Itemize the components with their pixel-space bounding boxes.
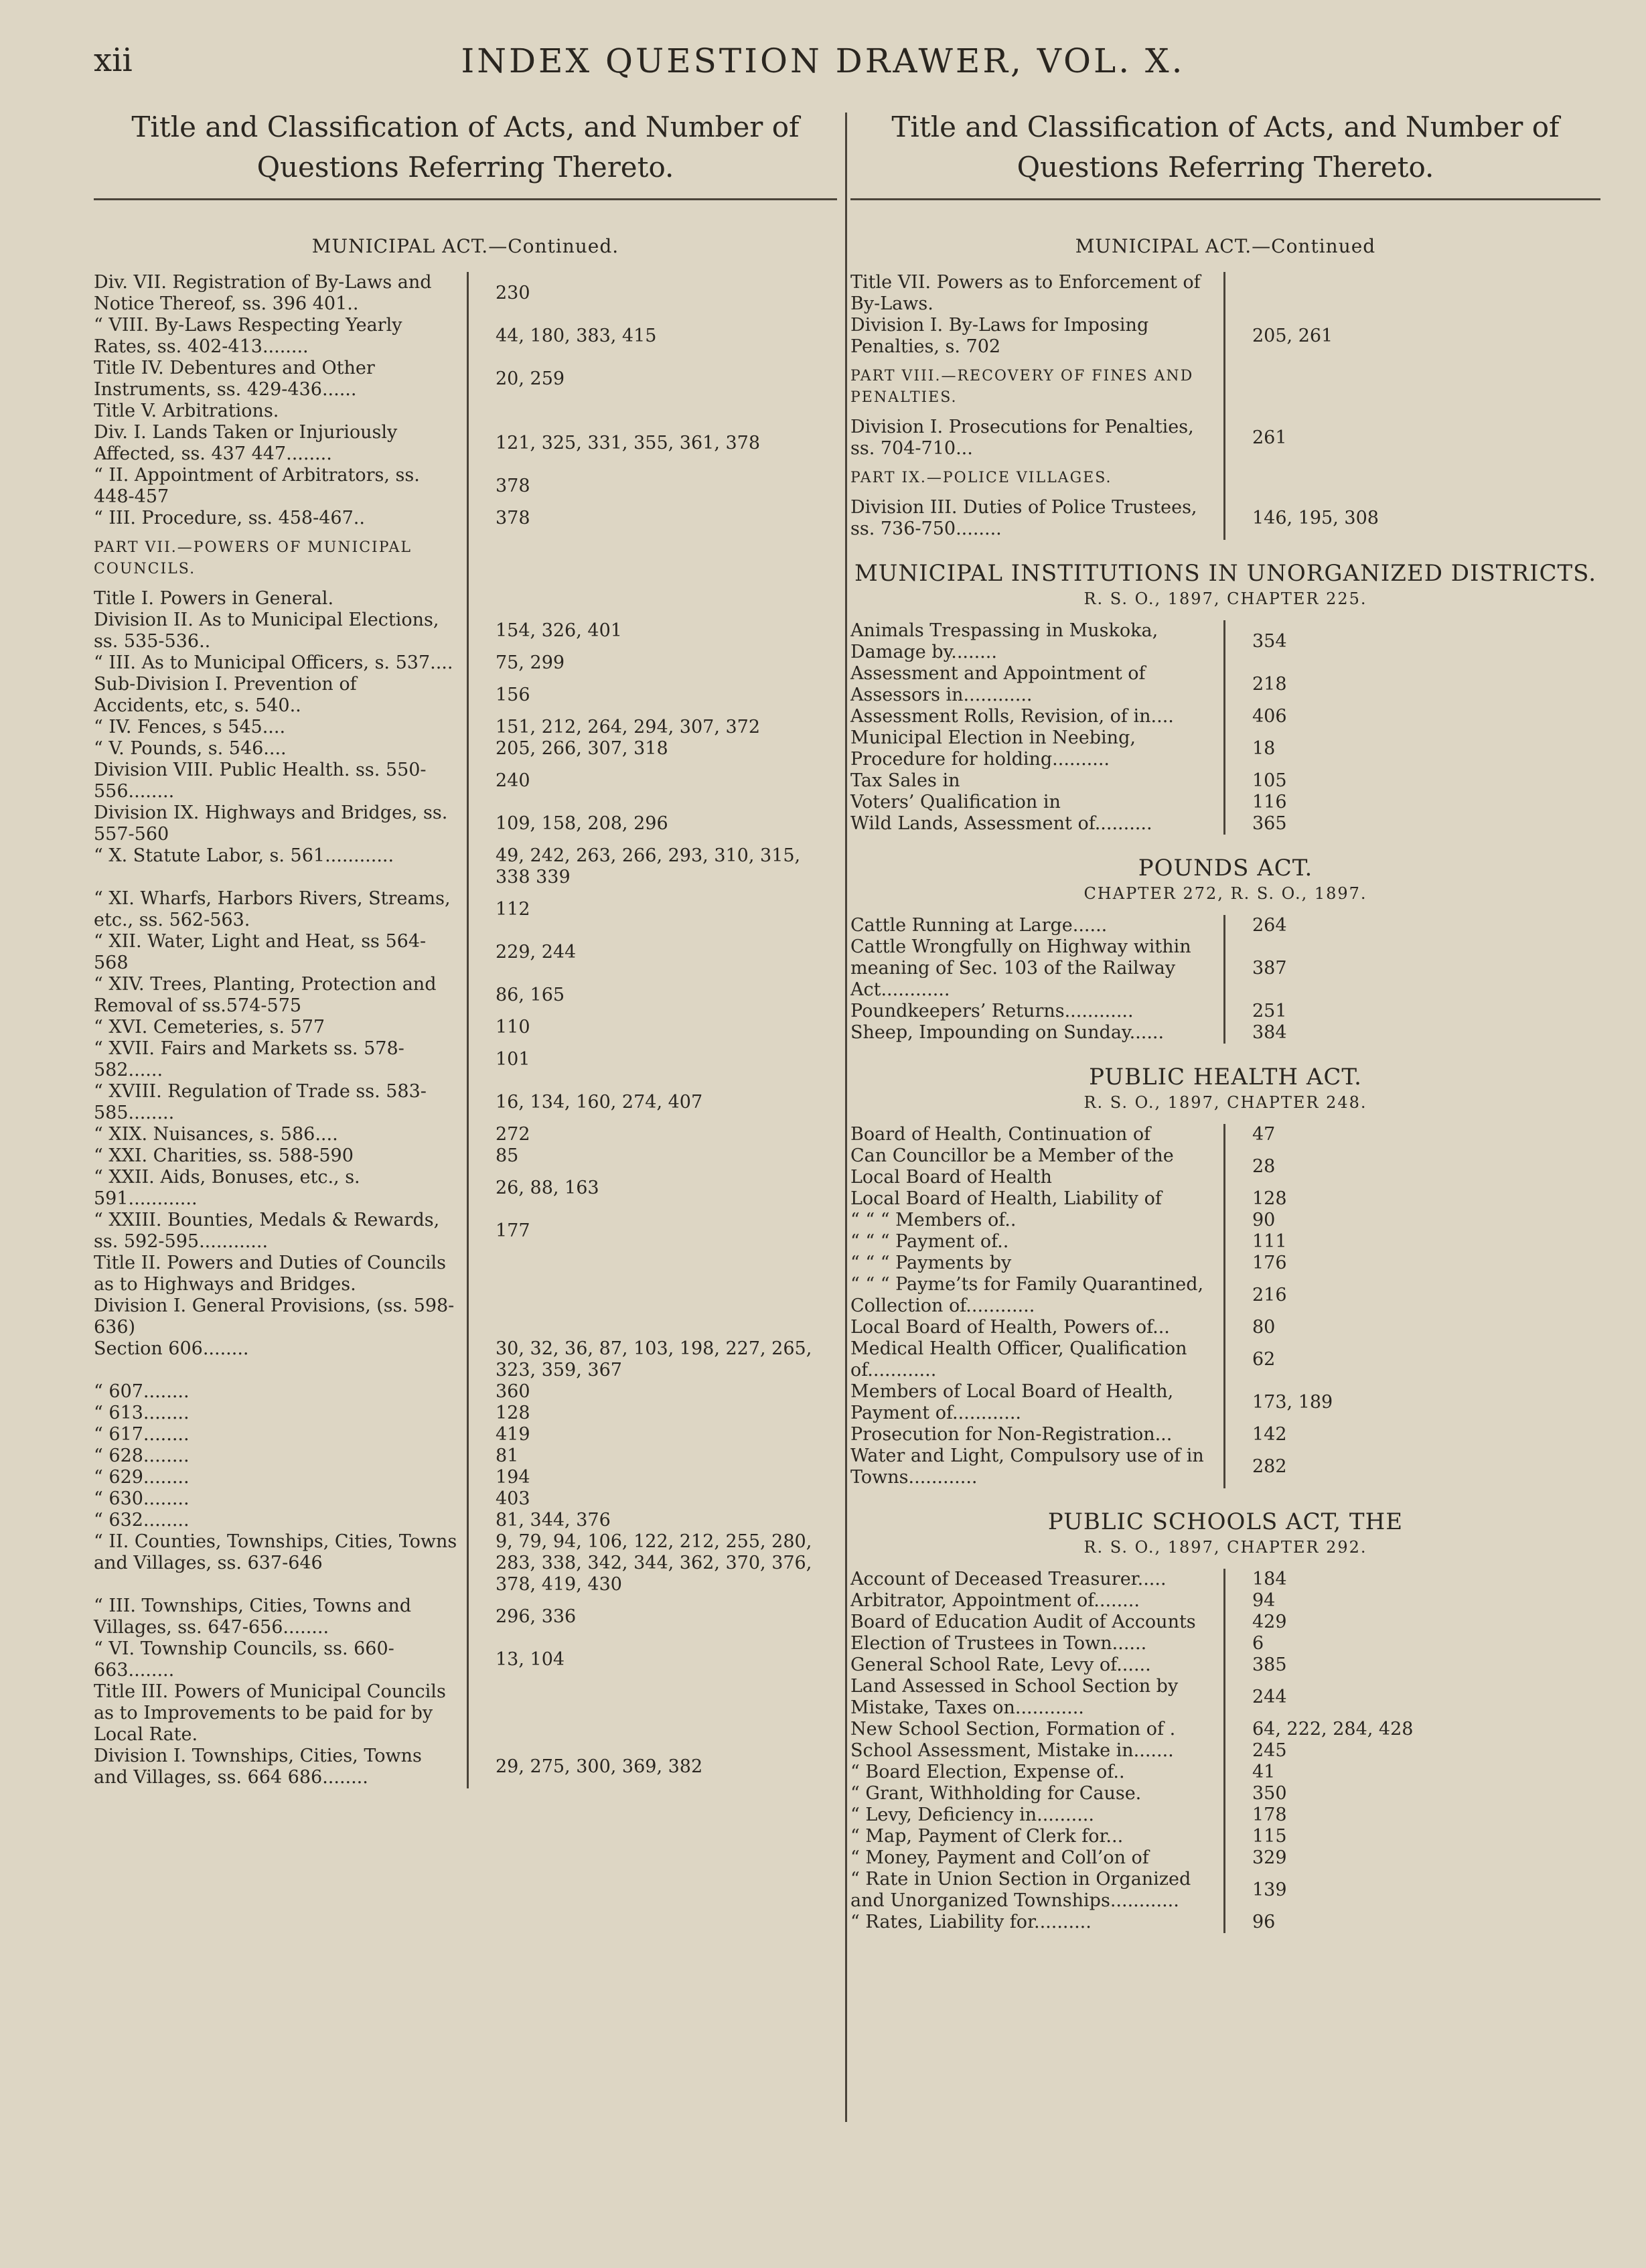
entry-title: “ XI. Wharfs, Harbors Rivers, Streams, etc., ss. 562-563.	[94, 888, 469, 931]
index-row	[850, 1381, 1600, 1424]
question-numbers: 96	[1252, 1912, 1276, 1932]
index-row	[850, 1633, 1600, 1654]
entry-title: “ IV. Fences, s 545....	[94, 717, 469, 738]
page-number: xii	[94, 42, 133, 79]
entry-title: “ 628........	[94, 1445, 469, 1467]
question-numbers: 350	[1252, 1783, 1287, 1804]
index-row	[94, 845, 837, 888]
question-numbers: 115	[1252, 1826, 1287, 1847]
question-numbers: 86, 165	[496, 985, 565, 1005]
index-row	[94, 888, 837, 931]
entry-title: Div. VII. Registration of By-Laws and Notice Thereof, ss. 396 401..	[94, 272, 469, 315]
question-numbers: 6	[1252, 1633, 1264, 1654]
entry-title: Land Assessed in School Section by Mistake, Taxes on............	[850, 1676, 1225, 1719]
entry-title: New School Section, Formation of .	[850, 1719, 1225, 1740]
question-numbers: 296, 336	[496, 1606, 577, 1627]
index-row	[850, 620, 1600, 663]
question-numbers: 142	[1252, 1424, 1287, 1445]
entry-title: Sub-Division I. Prevention of Accidents, etc, s. 540..	[94, 674, 469, 717]
column-rule	[94, 198, 837, 200]
act-subtitle: CHAPTER 272, R. S. O., 1897.	[1083, 884, 1367, 903]
right-index-table	[850, 272, 1600, 540]
entry-title: “ II. Counties, Townships, Cities, Towns and Villages, ss. 637-646	[94, 1531, 469, 1596]
index-row	[94, 1081, 837, 1124]
question-numbers: 111	[1252, 1231, 1287, 1252]
index-row	[850, 1274, 1600, 1317]
index-row	[850, 792, 1600, 813]
index-row	[850, 1124, 1600, 1145]
entry-title: Poundkeepers’ Returns............	[850, 1001, 1225, 1022]
entry-title: Election of Trustees in Town......	[850, 1633, 1225, 1654]
index-row	[850, 1590, 1600, 1612]
question-numbers: 251	[1252, 1001, 1287, 1021]
question-numbers: 205, 261	[1252, 326, 1333, 346]
question-numbers: 109, 158, 208, 296	[496, 813, 668, 834]
page-title: INDEX QUESTION DRAWER, VOL. X.	[461, 42, 1185, 80]
entry-title: Title III. Powers of Municipal Councils as to Improvements to be paid for by Local Rate.	[94, 1681, 469, 1746]
entry-title: “ 629........	[94, 1467, 469, 1488]
act-entries	[850, 620, 1600, 835]
index-row	[850, 1210, 1600, 1231]
index-row	[850, 358, 1600, 417]
part-heading: PART VIII.—RECOVERY OF FINES AND PENALTIES.	[850, 358, 1225, 417]
column-title-left	[94, 107, 837, 188]
entry-title: Section 606........	[94, 1338, 469, 1381]
index-row	[850, 1188, 1600, 1210]
entry-title: Assessment Rolls, Revision, of in....	[850, 706, 1225, 727]
question-numbers: 403	[496, 1488, 530, 1509]
question-numbers: 20, 259	[496, 368, 565, 389]
index-row	[94, 1124, 837, 1145]
entry-title: “ “ “ Members of..	[850, 1210, 1225, 1231]
index-row	[94, 738, 837, 760]
entry-title: “ III. As to Municipal Officers, s. 537....	[94, 652, 469, 674]
left-index-table	[94, 272, 837, 1788]
entry-title: “ XVII. Fairs and Markets ss. 578-582......	[94, 1038, 469, 1081]
question-numbers: 178	[1252, 1804, 1287, 1825]
question-numbers: 230	[496, 283, 530, 303]
index-row	[850, 1445, 1600, 1488]
question-numbers: 360	[496, 1381, 530, 1402]
entry-title: Account of Deceased Treasurer.....	[850, 1569, 1225, 1590]
question-numbers: 384	[1252, 1022, 1287, 1043]
index-row	[850, 1253, 1600, 1274]
question-numbers: 112	[496, 899, 530, 920]
entry-title: “ 613........	[94, 1403, 469, 1424]
question-numbers: 218	[1252, 674, 1287, 695]
entry-title: Water and Light, Compulsory use of in Towns............	[850, 1445, 1225, 1488]
question-numbers: 173, 189	[1252, 1392, 1333, 1413]
index-row	[94, 272, 837, 315]
entry-title: “ XXII. Aids, Bonuses, etc., s. 591............	[94, 1167, 469, 1210]
index-row	[94, 1253, 837, 1295]
index-row	[94, 974, 837, 1017]
question-numbers: 385	[1252, 1654, 1287, 1675]
column-title-line: Questions Referring Thereto.	[256, 151, 674, 184]
index-row	[94, 931, 837, 974]
entry-title: Title V. Arbitrations.	[94, 401, 469, 422]
index-row	[850, 1145, 1600, 1188]
question-numbers: 329	[1252, 1847, 1287, 1868]
entry-title: “ Money, Payment and Coll’on of	[850, 1847, 1225, 1869]
entry-title: Division I. By-Laws for Imposing Penalties, s. 702	[850, 315, 1225, 358]
index-row	[850, 497, 1600, 540]
left-column	[94, 107, 837, 1788]
act-title: PUBLIC SCHOOLS ACT, THE	[1047, 1508, 1404, 1535]
entry-title: Title I. Powers in General.	[94, 588, 469, 610]
index-row	[94, 1381, 837, 1403]
entry-title: Voters’ Qualification in	[850, 792, 1225, 813]
part-heading: PART IX.—POLICE VILLAGES.	[850, 459, 1225, 497]
entry-title: “ 617........	[94, 1424, 469, 1445]
index-row	[850, 1783, 1600, 1804]
question-numbers: 30, 32, 36, 87, 103, 198, 227, 265, 323, 359, 367	[496, 1338, 812, 1380]
entry-title: Title VII. Powers as to Enforcement of By-Laws.	[850, 272, 1225, 315]
index-row	[850, 1338, 1600, 1381]
question-numbers: 13, 104	[496, 1649, 565, 1670]
index-row	[94, 1338, 837, 1381]
question-numbers	[1225, 459, 1600, 497]
entry-title: “ “ “ Payme’ts for Family Quarantined, Collection of............	[850, 1274, 1225, 1317]
index-row	[94, 508, 837, 529]
question-numbers: 240	[496, 770, 530, 791]
index-row	[94, 1038, 837, 1081]
entry-title: Prosecution for Non-Registration...	[850, 1424, 1225, 1445]
index-row	[94, 1445, 837, 1467]
index-row	[94, 610, 837, 652]
question-numbers: 406	[1252, 706, 1287, 727]
entry-title: “ III. Procedure, ss. 458-467..	[94, 508, 469, 529]
column-title-right	[850, 107, 1600, 188]
entry-title: “ Map, Payment of Clerk for...	[850, 1826, 1225, 1847]
index-row	[94, 1295, 837, 1338]
question-numbers: 94	[1252, 1590, 1276, 1611]
entry-title: Local Board of Health, Powers of...	[850, 1317, 1225, 1338]
entry-title: “ XVIII. Regulation of Trade ss. 583-585........	[94, 1081, 469, 1124]
question-numbers: 387	[1252, 958, 1287, 979]
right-column	[850, 107, 1600, 1933]
entry-title: “ 607........	[94, 1381, 469, 1403]
question-numbers: 216	[1252, 1285, 1287, 1305]
index-row	[850, 706, 1600, 727]
entry-title: Division I. Prosecutions for Penalties, ss. 704-710...	[850, 417, 1225, 459]
entry-title: “ “ “ Payment of..	[850, 1231, 1225, 1253]
index-row	[850, 936, 1600, 1001]
entry-title: Board of Health, Continuation of	[850, 1124, 1225, 1145]
question-numbers: 81, 344, 376	[496, 1510, 611, 1531]
act-subtitle: R. S. O., 1897, CHAPTER 225.	[1083, 589, 1367, 608]
entry-title: “ Rate in Union Section in Organized and Unorganized Townships............	[850, 1869, 1225, 1912]
question-numbers	[469, 529, 837, 588]
entry-title: Division VIII. Public Health. ss. 550-556........	[94, 760, 469, 802]
index-row	[850, 1719, 1600, 1740]
question-numbers: 75, 299	[496, 652, 565, 673]
question-numbers: 116	[1252, 792, 1287, 812]
question-numbers: 128	[496, 1403, 530, 1423]
question-numbers: 47	[1252, 1124, 1276, 1145]
entry-title: Tax Sales in	[850, 770, 1225, 792]
question-numbers: 81	[496, 1445, 519, 1466]
entry-title: “ XVI. Cemeteries, s. 577	[94, 1017, 469, 1038]
entry-title: “ VIII. By-Laws Respecting Yearly Rates, ss. 402-413........	[94, 315, 469, 358]
entry-title: Division IX. Highways and Bridges, ss. 557-560	[94, 802, 469, 845]
question-numbers: 244	[1252, 1687, 1287, 1707]
right-act-groups	[850, 560, 1600, 1933]
index-row	[94, 1017, 837, 1038]
entry-title: Municipal Election in Neebing, Procedure for holding..........	[850, 727, 1225, 770]
entry-title: Title II. Powers and Duties of Councils as to Highways and Bridges.	[94, 1253, 469, 1295]
index-row	[850, 1317, 1600, 1338]
question-numbers: 29, 275, 300, 369, 382	[496, 1756, 703, 1777]
question-numbers: 105	[1252, 770, 1287, 791]
entry-title: “ Rates, Liability for..........	[850, 1912, 1225, 1933]
entry-title: “ Grant, Withholding for Cause.	[850, 1783, 1225, 1804]
question-numbers: 9, 79, 94, 106, 122, 212, 255, 280, 283, 338, 342, 344, 362, 370, 376, 378, 419, 430	[496, 1531, 812, 1595]
question-numbers: 156	[496, 685, 530, 705]
entry-title: “ II. Appointment of Arbitrators, ss. 448-457	[94, 465, 469, 508]
index-row	[94, 465, 837, 508]
question-numbers: 90	[1252, 1210, 1276, 1230]
entry-title: Arbitrator, Appointment of........	[850, 1590, 1225, 1612]
index-row	[850, 417, 1600, 459]
index-row	[850, 1847, 1600, 1869]
entry-title: Title IV. Debentures and Other Instruments, ss. 429-436......	[94, 358, 469, 401]
question-numbers	[469, 401, 837, 422]
index-row	[94, 1424, 837, 1445]
index-row	[850, 1762, 1600, 1783]
question-numbers: 62	[1252, 1349, 1276, 1370]
entry-title: Div. I. Lands Taken or Injuriously Affected, ss. 437 447........	[94, 422, 469, 465]
question-numbers	[1225, 358, 1600, 417]
question-numbers: 354	[1252, 631, 1287, 652]
entry-title: Division III. Duties of Police Trustees, ss. 736-750........	[850, 497, 1225, 540]
index-row	[94, 717, 837, 738]
entry-title: “ V. Pounds, s. 546....	[94, 738, 469, 760]
question-numbers: 16, 134, 160, 274, 407	[496, 1092, 703, 1113]
question-numbers: 378	[496, 476, 530, 496]
entry-title: “ X. Statute Labor, s. 561............	[94, 845, 469, 888]
index-row	[850, 459, 1600, 497]
index-row	[94, 1510, 837, 1531]
entry-title: “ III. Townships, Cities, Towns and Villages, ss. 647-656........	[94, 1596, 469, 1638]
section-heading: MUNICIPAL ACT.—Continued.	[311, 235, 619, 257]
index-row	[850, 1826, 1600, 1847]
question-numbers: 378	[496, 508, 530, 528]
question-numbers: 429	[1252, 1612, 1287, 1632]
index-row	[94, 1488, 837, 1510]
entry-title: “ XXI. Charities, ss. 588-590	[94, 1145, 469, 1167]
question-numbers: 245	[1252, 1740, 1287, 1761]
entry-title: Board of Education Audit of Accounts	[850, 1612, 1225, 1633]
question-numbers: 128	[1252, 1188, 1287, 1209]
entry-title: Medical Health Officer, Qualification of............	[850, 1338, 1225, 1381]
index-row	[850, 315, 1600, 358]
question-numbers	[469, 1681, 837, 1746]
question-numbers: 80	[1252, 1317, 1276, 1338]
entry-title: School Assessment, Mistake in.......	[850, 1740, 1225, 1762]
entry-title: Local Board of Health, Liability of	[850, 1188, 1225, 1210]
index-row	[850, 1654, 1600, 1676]
index-row	[850, 1804, 1600, 1826]
question-numbers: 85	[496, 1145, 519, 1166]
index-row	[94, 1167, 837, 1210]
question-numbers: 264	[1252, 915, 1287, 936]
index-row	[94, 1531, 837, 1596]
index-row	[94, 1403, 837, 1424]
entry-title: “ 630........	[94, 1488, 469, 1510]
index-row	[850, 1740, 1600, 1762]
entry-title: Wild Lands, Assessment of..........	[850, 813, 1225, 835]
entry-title: “ XXIII. Bounties, Medals & Rewards, ss. 592-595............	[94, 1210, 469, 1253]
index-row	[850, 1569, 1600, 1590]
entry-title: Division I. General Provisions, (ss. 598-636)	[94, 1295, 469, 1338]
entry-title: “ XIV. Trees, Planting, Protection and Removal of ss.574-575	[94, 974, 469, 1017]
entry-title: “ Levy, Deficiency in..........	[850, 1804, 1225, 1826]
index-row	[850, 727, 1600, 770]
entry-title: “ “ “ Payments by	[850, 1253, 1225, 1274]
entry-title: Assessment and Appointment of Assessors in............	[850, 663, 1225, 706]
question-numbers	[469, 1253, 837, 1295]
index-row	[94, 315, 837, 358]
question-numbers: 419	[496, 1424, 530, 1445]
act-entries	[850, 915, 1600, 1044]
question-numbers: 101	[496, 1049, 530, 1070]
column-divider	[845, 113, 847, 2122]
index-row	[94, 1467, 837, 1488]
index-row	[850, 663, 1600, 706]
question-numbers: 121, 325, 331, 355, 361, 378	[496, 433, 761, 453]
act-title: POUNDS ACT.	[1138, 855, 1313, 881]
question-numbers: 272	[496, 1124, 530, 1145]
index-row	[94, 1681, 837, 1746]
entry-title: Cattle Running at Large......	[850, 915, 1225, 936]
entry-title: “ VI. Township Councils, ss. 660-663........	[94, 1638, 469, 1681]
entry-title: General School Rate, Levy of......	[850, 1654, 1225, 1676]
question-numbers	[1225, 272, 1600, 315]
index-row	[94, 588, 837, 610]
entry-title: Members of Local Board of Health, Payment of............	[850, 1381, 1225, 1424]
entry-title: Division II. As to Municipal Elections, ss. 535-536..	[94, 610, 469, 652]
entry-title: Cattle Wrongfully on Highway within meaning of Sec. 103 of the Railway Act............	[850, 936, 1225, 1001]
column-title-line: Questions Referring Thereto.	[1017, 151, 1434, 184]
index-row	[850, 1022, 1600, 1044]
index-row	[850, 1231, 1600, 1253]
index-row	[850, 770, 1600, 792]
question-numbers: 177	[496, 1220, 530, 1241]
entry-title: “ XII. Water, Light and Heat, ss 564-568	[94, 931, 469, 974]
index-row	[850, 272, 1600, 315]
question-numbers: 44, 180, 383, 415	[496, 326, 657, 346]
column-rule	[850, 198, 1600, 200]
act-title: MUNICIPAL INSTITUTIONS IN UNORGANIZED DISTRICTS.	[854, 560, 1597, 587]
part-heading: PART VII.—POWERS OF MUNICIPAL COUNCILS.	[94, 529, 469, 588]
index-row	[94, 1746, 837, 1788]
entry-title: “ Board Election, Expense of..	[850, 1762, 1225, 1783]
index-row	[94, 1210, 837, 1253]
index-row	[850, 915, 1600, 936]
question-numbers: 146, 195, 308	[1252, 508, 1379, 528]
entry-title: Can Councillor be a Member of the Local Board of Health	[850, 1145, 1225, 1188]
act-subtitle: R. S. O., 1897, CHAPTER 292.	[1083, 1538, 1367, 1557]
question-numbers: 28	[1252, 1156, 1276, 1177]
act-entries	[850, 1124, 1600, 1488]
index-row	[94, 1638, 837, 1681]
question-numbers: 229, 244	[496, 942, 577, 963]
entry-title: Sheep, Impounding on Sunday......	[850, 1022, 1225, 1044]
index-row	[94, 422, 837, 465]
index-row	[94, 1596, 837, 1638]
question-numbers	[469, 1295, 837, 1338]
question-numbers: 64, 222, 284, 428	[1252, 1719, 1414, 1740]
index-row	[850, 1424, 1600, 1445]
index-row	[94, 529, 837, 588]
question-numbers: 154, 326, 401	[496, 620, 622, 641]
question-numbers: 151, 212, 264, 294, 307, 372	[496, 717, 761, 737]
index-row	[94, 1145, 837, 1167]
column-title-line: Title and Classification of Acts, and Number of	[891, 111, 1560, 143]
index-row	[94, 401, 837, 422]
question-numbers: 176	[1252, 1253, 1287, 1273]
question-numbers	[469, 588, 837, 610]
index-row	[850, 1869, 1600, 1912]
question-numbers: 139	[1252, 1880, 1287, 1900]
index-row	[94, 674, 837, 717]
question-numbers: 282	[1252, 1456, 1287, 1477]
index-row	[94, 760, 837, 802]
entry-title: “ XIX. Nuisances, s. 586....	[94, 1124, 469, 1145]
index-row	[850, 1676, 1600, 1719]
entry-title: Animals Trespassing in Muskoka, Damage by........	[850, 620, 1225, 663]
entry-title: “ 632........	[94, 1510, 469, 1531]
index-row	[850, 1612, 1600, 1633]
index-row	[94, 652, 837, 674]
index-row	[94, 802, 837, 845]
index-row	[850, 813, 1600, 835]
question-numbers: 365	[1252, 813, 1287, 834]
question-numbers: 184	[1252, 1569, 1287, 1589]
section-heading: MUNICIPAL ACT.—Continued	[1075, 235, 1376, 257]
question-numbers: 18	[1252, 738, 1276, 759]
question-numbers: 41	[1252, 1762, 1276, 1782]
index-row	[94, 358, 837, 401]
entry-title: Division I. Townships, Cities, Towns and Villages, ss. 664 686........	[94, 1746, 469, 1788]
index-row	[850, 1001, 1600, 1022]
question-numbers: 194	[496, 1467, 530, 1488]
index-row	[850, 1912, 1600, 1933]
question-numbers: 49, 242, 263, 266, 293, 310, 315, 338 339	[496, 845, 801, 888]
question-numbers: 110	[496, 1017, 530, 1038]
question-numbers: 205, 266, 307, 318	[496, 738, 668, 759]
question-numbers: 26, 88, 163	[496, 1178, 599, 1198]
act-entries	[850, 1569, 1600, 1933]
act-subtitle: R. S. O., 1897, CHAPTER 248.	[1083, 1093, 1367, 1112]
act-title: PUBLIC HEALTH ACT.	[1089, 1064, 1362, 1090]
column-title-line: Title and Classification of Acts, and Number of	[131, 111, 800, 143]
question-numbers: 261	[1252, 427, 1287, 448]
